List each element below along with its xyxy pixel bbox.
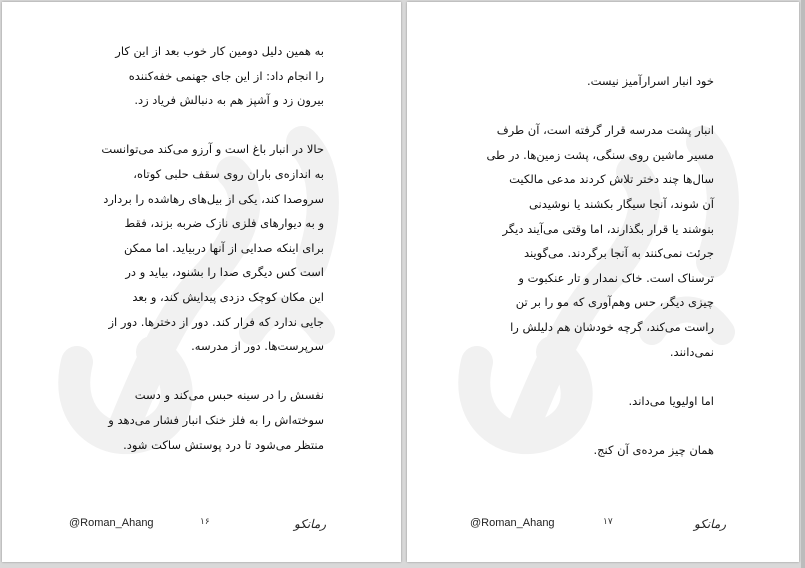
handle-text: @Roman_Ahang — [470, 517, 555, 529]
text-line: به همین دلیل دومین کار خوب بعد از این کار — [115, 44, 324, 58]
text-line: نفسش را در سینه حبس می‌کند و دست — [134, 388, 324, 403]
text-line: اما اولیویا می‌داند. — [628, 393, 714, 408]
text-line: منتظر می‌شود تا درد پوستش ساکت شود. — [123, 437, 324, 452]
text-line: خود انبار اسرارآمیز نیست. — [586, 74, 714, 88]
text-line: مسیر ماشین روی سنگی، پشت زمین‌ها. در طی — [486, 147, 714, 162]
text-line: جایی ندارد که فرار کند. دور از دخترها. دور از — [108, 314, 324, 329]
text-line: ترسناک است. خاک نمدار و تار عنکبوت و — [518, 270, 714, 285]
page-right-text — [486, 69, 714, 463]
text-line: راست می‌کند، گرچه خودشان هم دلیلش را — [510, 319, 714, 334]
signature-text: رمانکو — [294, 517, 327, 531]
page-number: ۱۶ — [200, 517, 210, 527]
paragraph-gap — [101, 113, 324, 138]
page-left-text — [101, 39, 324, 457]
text-line: را انجام داد: از این جای جهنمی خفه‌کننده — [128, 68, 324, 83]
text-line: انبار پشت مدرسه قرار گرفته است، آن طرف — [496, 123, 714, 138]
paragraph-gap — [486, 364, 714, 389]
page-left — [2, 2, 401, 562]
text-line: سرپرست‌ها. دور از مدرسه. — [191, 339, 324, 354]
text-line: سروصدا کند، یکی از بیل‌های رهاشده را بردارد — [103, 191, 324, 206]
text-line: است کس دیگری صدا را بشنود، بیاید و در — [125, 265, 324, 280]
page-right — [407, 2, 799, 562]
text-line: بنوشند یا قرار بگذارند، اما وقتی می‌آیند دیگر — [502, 221, 714, 236]
text-line: جرئت نمی‌کنند به آنجا برگردند. می‌گویند — [523, 246, 714, 261]
handle-text: @Roman_Ahang — [69, 517, 154, 529]
text-line: این مکان کوچک دزدی پیدایش کند، و بعد — [132, 289, 324, 304]
text-line: آن شوند، آنجا سیگار بکشند یا نوشیدنی — [528, 196, 714, 211]
text-line: حالا در انبار باغ است و آرزو می‌کند می‌توانست — [101, 142, 324, 157]
scrollbar[interactable] — [801, 0, 805, 568]
paragraph-gap — [101, 359, 324, 384]
text-line: بیرون زد و آشپز هم به دنبالش فریاد زد. — [134, 93, 324, 108]
paragraph-gap — [486, 94, 714, 119]
text-line: برای اینکه صدایی از آنها دربیاید. اما ممکن — [124, 240, 324, 255]
text-line: نمی‌دانند. — [669, 344, 714, 359]
text-line: به اندازه‌ی باران روی سقف حلبی کوتاه، — [133, 166, 324, 181]
text-line: و به دیوارهای فلزی نازک ضربه بزند، فقط — [124, 216, 324, 231]
paragraph-gap — [486, 413, 714, 438]
text-line: چیزی دیگر، حس وهم‌آوری که مو را بر تن — [515, 295, 714, 310]
page-number: ۱۷ — [603, 517, 613, 527]
text-line: سوخته‌اش را به فلز خنک انبار فشار می‌دهد و — [108, 412, 324, 427]
text-line: سال‌ها چند دختر تلاش کردند مدعی مالکیت — [509, 172, 714, 187]
signature-text: رمانکو — [694, 517, 727, 531]
text-line: همان چیز مرده‌ی آن کنج. — [593, 442, 714, 457]
